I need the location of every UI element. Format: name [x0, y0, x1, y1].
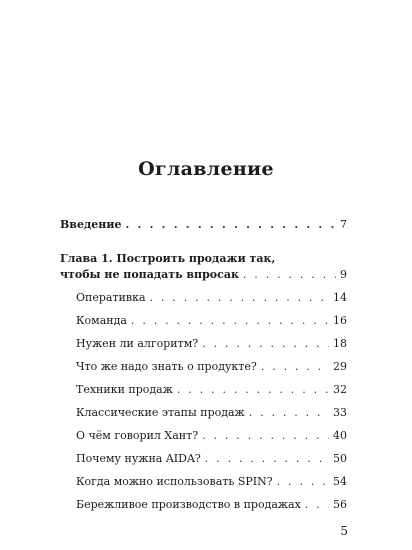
- toc-section-entry[interactable]: [60, 336, 347, 352]
- toc-entry-page: 9: [340, 268, 347, 281]
- chapter-title-line-1: Глава 1. Построить продажи так,: [60, 252, 276, 265]
- toc-section-entry[interactable]: [60, 359, 347, 375]
- toc-section-page: 32: [333, 383, 347, 396]
- toc-section-entry[interactable]: [60, 451, 347, 467]
- toc-section-page: 18: [333, 337, 347, 350]
- toc-section-label: Команда: [76, 314, 127, 327]
- dot-leader: [305, 497, 329, 513]
- toc-entry-label: Введение: [60, 218, 122, 231]
- dot-leader: [125, 218, 336, 231]
- toc-section-label: Техники продаж: [76, 383, 173, 396]
- toc-section-label: Что же надо знать о продукте?: [76, 360, 257, 373]
- toc-section-page: 56: [333, 498, 347, 511]
- toc-entry-page: 7: [340, 218, 347, 231]
- toc-section-entry[interactable]: [60, 382, 347, 398]
- dot-leader: [277, 474, 329, 490]
- toc-section-page: 50: [333, 452, 347, 465]
- toc-section-label: Почему нужна AIDA?: [76, 452, 201, 465]
- chapter-1-sections: [60, 290, 347, 513]
- dot-leader: [202, 428, 329, 444]
- toc-section-entry[interactable]: [60, 405, 347, 421]
- dot-leader: [243, 267, 336, 283]
- toc-section-label: Бережливое производство в продажах: [76, 498, 301, 511]
- toc-section-page: 33: [333, 406, 347, 419]
- table-of-contents: [60, 218, 347, 513]
- page-number: 5: [340, 524, 348, 538]
- toc-section-entry[interactable]: [60, 497, 347, 513]
- dot-leader: [205, 451, 329, 467]
- dot-leader: [131, 313, 329, 329]
- page-title: Оглавление: [138, 158, 274, 180]
- toc-section-label: О чём говорил Хант?: [76, 429, 199, 442]
- toc-section-page: 40: [333, 429, 347, 442]
- chapter-title-line-2: чтобы не попадать впросак: [60, 268, 239, 281]
- toc-section-label: Классические этапы продаж: [76, 406, 245, 419]
- toc-section-entry[interactable]: [60, 428, 347, 444]
- toc-section-label: Нужен ли алгоритм?: [76, 337, 199, 350]
- toc-section-entry[interactable]: [60, 474, 347, 490]
- toc-section-label: Оперативка: [76, 291, 146, 304]
- toc-section-entry[interactable]: [60, 290, 347, 306]
- dot-leader: [249, 405, 329, 421]
- dot-leader: [202, 336, 329, 352]
- toc-section-label: Когда можно использовать SPIN?: [76, 475, 273, 488]
- dot-leader: [177, 382, 329, 398]
- toc-section-page: 29: [333, 360, 347, 373]
- toc-section-page: 16: [333, 314, 347, 327]
- toc-section-page: 14: [333, 291, 347, 304]
- dot-leader: [150, 290, 329, 306]
- toc-entry-introduction[interactable]: [60, 218, 347, 236]
- toc-entry-chapter-1[interactable]: [60, 251, 347, 283]
- toc-section-page: 54: [333, 475, 347, 488]
- dot-leader: [261, 359, 329, 375]
- toc-section-entry[interactable]: [60, 313, 347, 329]
